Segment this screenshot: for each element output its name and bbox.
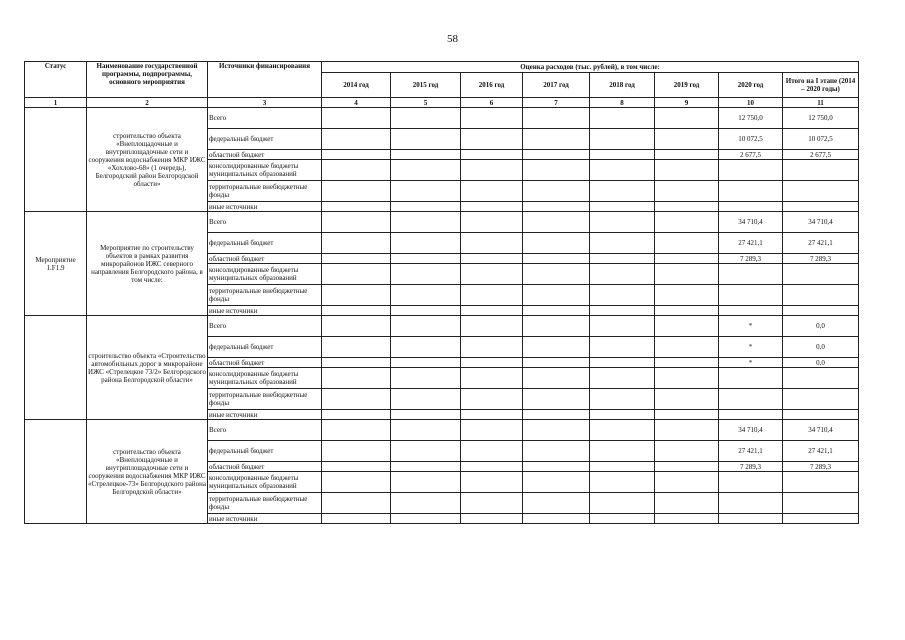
header-estimate: Оценка расходов (тыс. рублей), в том числе:	[322, 62, 859, 73]
header-year: 2018 год	[590, 73, 655, 98]
year-value	[655, 462, 719, 472]
funding-source: федеральный бюджет	[208, 441, 322, 462]
year-value	[322, 181, 391, 202]
value-total	[783, 514, 859, 524]
year-value	[391, 212, 461, 233]
year-value	[391, 233, 461, 254]
year-value	[523, 264, 590, 285]
year-value	[523, 472, 590, 493]
row-name: строительство объекта «Внеплощадочные и внутриплощадочные сети и сооружения водоснабжения МКР ИЖС «Стрелецкое-73» Белгородского района Белгородской области»	[87, 420, 208, 524]
row-name: строительство объекта «Строительство автомобильных дорог в микрорайоне ИЖС «Стрелецкое 73/2» Белгородского района Белгородской области»	[87, 316, 208, 420]
year-value	[391, 514, 461, 524]
year-value	[391, 420, 461, 441]
year-value	[461, 150, 523, 160]
year-value	[655, 493, 719, 514]
funding-source: территориальные внебюджетные фонды	[208, 389, 322, 410]
year-value	[322, 129, 391, 150]
year-value	[322, 202, 391, 212]
year-value	[523, 337, 590, 358]
value-total: 2 677,5	[783, 150, 859, 160]
year-value	[523, 285, 590, 306]
year-value	[322, 493, 391, 514]
year-value	[655, 441, 719, 462]
year-value	[590, 160, 655, 181]
year-value	[655, 316, 719, 337]
year-value	[461, 420, 523, 441]
column-number: 2	[87, 98, 208, 108]
value-2020	[719, 285, 783, 306]
value-total: 10 072,5	[783, 129, 859, 150]
budget-table	[24, 61, 859, 524]
year-value	[655, 181, 719, 202]
year-value	[590, 462, 655, 472]
year-value	[590, 212, 655, 233]
year-value	[523, 181, 590, 202]
value-total: 0,0	[783, 316, 859, 337]
year-value	[590, 358, 655, 368]
year-value	[590, 316, 655, 337]
column-number: 3	[208, 98, 322, 108]
year-value	[391, 358, 461, 368]
value-2020	[719, 160, 783, 181]
year-value	[322, 108, 391, 129]
year-value	[322, 420, 391, 441]
funding-source: консолидированные бюджеты муниципальных образований	[208, 368, 322, 389]
header-year: 2017 год	[523, 73, 590, 98]
year-value	[590, 368, 655, 389]
value-total	[783, 368, 859, 389]
column-number: 11	[783, 98, 859, 108]
value-total: 34 710,4	[783, 420, 859, 441]
column-number: 8	[590, 98, 655, 108]
year-value	[322, 285, 391, 306]
value-total	[783, 389, 859, 410]
value-total: 0,0	[783, 337, 859, 358]
year-value	[655, 202, 719, 212]
year-value	[590, 264, 655, 285]
column-number: 5	[391, 98, 461, 108]
year-value	[655, 254, 719, 264]
value-total	[783, 202, 859, 212]
table-row	[25, 212, 859, 233]
year-value	[523, 420, 590, 441]
year-value	[523, 202, 590, 212]
year-value	[655, 306, 719, 316]
year-value	[655, 389, 719, 410]
value-2020: 7 289,3	[719, 462, 783, 472]
year-value	[590, 285, 655, 306]
year-value	[461, 493, 523, 514]
year-value	[655, 129, 719, 150]
funding-source: Всего	[208, 108, 322, 129]
funding-source: консолидированные бюджеты муниципальных образований	[208, 264, 322, 285]
funding-source: иные источники	[208, 514, 322, 524]
year-value	[590, 233, 655, 254]
value-total	[783, 285, 859, 306]
row-status: Мероприятие 1.F1.9	[25, 212, 87, 316]
value-total: 7 289,3	[783, 462, 859, 472]
year-value	[590, 441, 655, 462]
year-value	[322, 410, 391, 420]
year-value	[391, 462, 461, 472]
year-value	[523, 233, 590, 254]
year-value	[461, 108, 523, 129]
funding-source: консолидированные бюджеты муниципальных образований	[208, 472, 322, 493]
value-total: 27 421,1	[783, 233, 859, 254]
value-total	[783, 493, 859, 514]
year-value	[461, 254, 523, 264]
year-value	[461, 202, 523, 212]
year-value	[590, 108, 655, 129]
table-row	[25, 108, 859, 129]
year-value	[461, 472, 523, 493]
value-2020: 2 677,5	[719, 150, 783, 160]
year-value	[322, 368, 391, 389]
year-value	[391, 306, 461, 316]
year-value	[461, 212, 523, 233]
header-year: 2016 год	[461, 73, 523, 98]
year-value	[461, 358, 523, 368]
funding-source: областной бюджет	[208, 358, 322, 368]
row-status	[25, 420, 87, 524]
funding-source: территориальные внебюджетные фонды	[208, 181, 322, 202]
year-value	[322, 441, 391, 462]
year-value	[655, 285, 719, 306]
year-value	[655, 410, 719, 420]
funding-source: Всего	[208, 420, 322, 441]
year-value	[322, 264, 391, 285]
year-value	[655, 150, 719, 160]
year-value	[655, 358, 719, 368]
year-value	[391, 108, 461, 129]
row-name: Мероприятие по строительству объектов в рамках развития микрорайонов ИЖС северного направления Белгородского района, в том числе:	[87, 212, 208, 316]
table-row	[25, 420, 859, 441]
year-value	[655, 160, 719, 181]
year-value	[590, 337, 655, 358]
year-value	[391, 264, 461, 285]
value-total	[783, 160, 859, 181]
column-number: 7	[523, 98, 590, 108]
year-value	[590, 493, 655, 514]
column-number: 9	[655, 98, 719, 108]
year-value	[461, 368, 523, 389]
year-value	[590, 181, 655, 202]
value-total: 12 750,0	[783, 108, 859, 129]
year-value	[391, 368, 461, 389]
year-value	[322, 233, 391, 254]
funding-source: иные источники	[208, 202, 322, 212]
year-value	[590, 129, 655, 150]
year-value	[523, 514, 590, 524]
year-value	[523, 129, 590, 150]
value-2020: *	[719, 316, 783, 337]
year-value	[322, 316, 391, 337]
funding-source: федеральный бюджет	[208, 129, 322, 150]
year-value	[523, 389, 590, 410]
year-value	[461, 306, 523, 316]
value-total: 0,0	[783, 358, 859, 368]
header-year: 2020 год	[719, 73, 783, 98]
value-2020: 34 710,4	[719, 420, 783, 441]
value-2020: 7 289,3	[719, 254, 783, 264]
year-value	[590, 389, 655, 410]
year-value	[322, 337, 391, 358]
value-2020	[719, 493, 783, 514]
value-total: 34 710,4	[783, 212, 859, 233]
year-value	[391, 285, 461, 306]
column-number: 4	[322, 98, 391, 108]
year-value	[461, 389, 523, 410]
year-value	[322, 389, 391, 410]
value-total	[783, 181, 859, 202]
funding-source: Всего	[208, 212, 322, 233]
year-value	[590, 254, 655, 264]
year-value	[322, 514, 391, 524]
year-value	[655, 514, 719, 524]
funding-source: Всего	[208, 316, 322, 337]
funding-source: консолидированные бюджеты муниципальных образований	[208, 160, 322, 181]
value-total	[783, 410, 859, 420]
funding-source: территориальные внебюджетные фонды	[208, 285, 322, 306]
year-value	[590, 410, 655, 420]
row-status	[25, 108, 87, 212]
year-value	[523, 212, 590, 233]
year-value	[523, 306, 590, 316]
year-value	[461, 462, 523, 472]
year-value	[523, 493, 590, 514]
year-value	[461, 337, 523, 358]
value-total: 27 421,1	[783, 441, 859, 462]
funding-source: областной бюджет	[208, 254, 322, 264]
year-value	[523, 441, 590, 462]
year-value	[655, 233, 719, 254]
row-name: строительство объекта «Внеплощадочные и внутриплощадочные сети и сооружения водоснабжения МКР ИЖС «Хохлово-68» (1 очередь), Белгородский район Белгородской области»	[87, 108, 208, 212]
year-value	[391, 316, 461, 337]
value-total	[783, 472, 859, 493]
year-value	[461, 514, 523, 524]
year-value	[590, 514, 655, 524]
year-value	[391, 493, 461, 514]
year-value	[391, 150, 461, 160]
value-2020	[719, 472, 783, 493]
value-2020: 27 421,1	[719, 233, 783, 254]
year-value	[461, 410, 523, 420]
year-value	[523, 254, 590, 264]
value-2020: 34 710,4	[719, 212, 783, 233]
funding-source: областной бюджет	[208, 150, 322, 160]
year-value	[322, 472, 391, 493]
year-value	[391, 472, 461, 493]
year-value	[391, 441, 461, 462]
year-value	[590, 150, 655, 160]
year-value	[322, 254, 391, 264]
header-total: Итого на I этапе (2014 – 2020 годы)	[783, 73, 859, 98]
funding-source: федеральный бюджет	[208, 233, 322, 254]
value-2020: 10 072,5	[719, 129, 783, 150]
value-2020	[719, 202, 783, 212]
table-row	[25, 316, 859, 337]
value-2020	[719, 389, 783, 410]
year-value	[655, 212, 719, 233]
year-value	[523, 410, 590, 420]
value-2020	[719, 368, 783, 389]
year-value	[391, 410, 461, 420]
value-2020: *	[719, 337, 783, 358]
header-name: Наименование государственной программы, подпрограммы, основного мероприятия	[87, 62, 208, 98]
value-total	[783, 306, 859, 316]
year-value	[461, 181, 523, 202]
year-value	[655, 337, 719, 358]
value-total	[783, 264, 859, 285]
year-value	[523, 368, 590, 389]
year-value	[322, 212, 391, 233]
year-value	[461, 285, 523, 306]
year-value	[391, 389, 461, 410]
year-value	[322, 150, 391, 160]
year-value	[461, 316, 523, 337]
year-value	[461, 264, 523, 285]
year-value	[590, 306, 655, 316]
year-value	[523, 316, 590, 337]
year-value	[391, 337, 461, 358]
value-2020	[719, 181, 783, 202]
year-value	[322, 306, 391, 316]
funding-source: областной бюджет	[208, 462, 322, 472]
year-value	[655, 368, 719, 389]
year-value	[590, 420, 655, 441]
year-value	[523, 358, 590, 368]
year-value	[461, 233, 523, 254]
column-number: 10	[719, 98, 783, 108]
year-value	[322, 160, 391, 181]
year-value	[523, 160, 590, 181]
funding-source: иные источники	[208, 306, 322, 316]
column-number: 6	[461, 98, 523, 108]
value-2020: *	[719, 358, 783, 368]
value-2020	[719, 306, 783, 316]
value-2020	[719, 264, 783, 285]
value-2020	[719, 514, 783, 524]
header-year: 2015 год	[391, 73, 461, 98]
year-value	[461, 129, 523, 150]
column-number: 1	[25, 98, 87, 108]
year-value	[391, 202, 461, 212]
header-year: 2019 год	[655, 73, 719, 98]
year-value	[655, 472, 719, 493]
year-value	[461, 160, 523, 181]
year-value	[655, 108, 719, 129]
header-year: 2014 год	[322, 73, 391, 98]
year-value	[523, 462, 590, 472]
year-value	[655, 264, 719, 285]
year-value	[391, 129, 461, 150]
year-value	[590, 202, 655, 212]
year-value	[523, 108, 590, 129]
year-value	[391, 181, 461, 202]
value-total: 7 289,3	[783, 254, 859, 264]
value-2020	[719, 410, 783, 420]
year-value	[322, 462, 391, 472]
header-source: Источники финансирования	[208, 62, 322, 98]
row-status	[25, 316, 87, 420]
year-value	[590, 472, 655, 493]
funding-source: иные источники	[208, 410, 322, 420]
page-number: 58	[447, 33, 458, 45]
year-value	[391, 254, 461, 264]
header-status: Статус	[25, 62, 87, 98]
year-value	[391, 160, 461, 181]
value-2020: 27 421,1	[719, 441, 783, 462]
table-body	[25, 108, 859, 524]
year-value	[523, 150, 590, 160]
year-value	[461, 441, 523, 462]
funding-source: федеральный бюджет	[208, 337, 322, 358]
value-2020: 12 750,0	[719, 108, 783, 129]
year-value	[655, 420, 719, 441]
funding-source: территориальные внебюджетные фонды	[208, 493, 322, 514]
year-value	[322, 358, 391, 368]
